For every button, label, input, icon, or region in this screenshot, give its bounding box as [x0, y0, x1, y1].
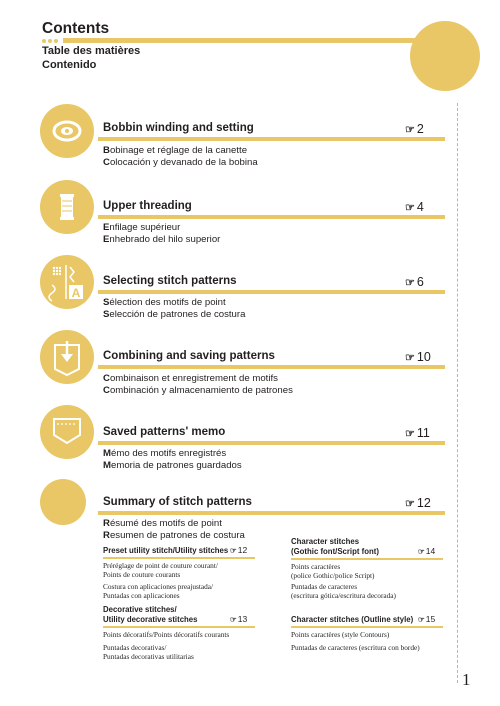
section-desc-fr: Combinaison et enregistrement de motifs — [103, 373, 278, 384]
page-ref-bobbin[interactable]: ☞ 2 — [405, 122, 424, 136]
subsection-underline — [103, 557, 255, 559]
page-ref-icon: ☞ — [230, 546, 237, 555]
spool-icon — [40, 180, 94, 234]
subsection-title-character-1: Character stitches — [291, 537, 360, 546]
section-title-saved-memo: Saved patterns' memo — [103, 426, 226, 438]
subsection-line: Points de couture courants — [103, 570, 181, 579]
section-desc-es: Resumen de patrones de costura — [103, 530, 245, 541]
section-desc-fr: Enfilage supérieur — [103, 222, 181, 233]
section-desc-es: Enhebrado del hilo superior — [103, 234, 221, 245]
page-ref-upper-threading[interactable]: ☞ 4 — [405, 200, 424, 214]
section-underline — [98, 365, 445, 369]
subsection-line: Points caractères (style Contours) — [291, 630, 390, 639]
save-pattern-icon — [40, 330, 94, 384]
subsection-line: (police Gothic/police Script) — [291, 571, 375, 580]
bobbin-icon — [40, 104, 94, 158]
section-desc-es: Combinación y almacenamiento de patrones — [103, 385, 293, 396]
page-ref-saved-memo[interactable]: ☞ 11 — [405, 426, 430, 440]
subsection-title-decorative-2: Utility decorative stitches — [103, 615, 198, 624]
section-desc-es: Colocación y devanado de la bobina — [103, 157, 258, 168]
subsection-line: Points décoratifs/Points décoratifs courants — [103, 630, 230, 639]
subsection-line: Points caractères — [291, 562, 341, 571]
subsection-line: Puntadas decorativas utilitarias — [103, 652, 194, 661]
section-title-summary: Summary of stitch patterns — [103, 496, 252, 508]
section-desc-fr: Résumé des motifs de point — [103, 518, 222, 529]
section-desc-fr: Bobinage et réglage de la canette — [103, 145, 248, 156]
subsection-line: Puntadas de caracteres (escritura con borde) — [291, 643, 420, 652]
title-underline — [63, 38, 433, 43]
page-ref-icon: ☞ — [405, 124, 415, 136]
subsection-title-outline: Character stitches (Outline style) — [291, 615, 414, 624]
subtitle-french: Table des matières — [42, 45, 141, 57]
summary-circle — [40, 479, 86, 525]
page-ref-icon: ☞ — [230, 615, 237, 624]
subsection-underline — [291, 558, 443, 560]
page-ref-selecting-stitch[interactable]: ☞ 6 — [405, 275, 424, 289]
memo-pocket-icon — [40, 405, 94, 459]
section-title-upper-threading: Upper threading — [103, 200, 192, 212]
subtitle-spanish: Contenido — [42, 59, 97, 71]
subsection-underline — [103, 626, 255, 628]
section-desc-fr: Mémo des motifs enregistrés — [103, 448, 227, 459]
section-title-combining: Combining and saving patterns — [103, 350, 275, 362]
page-ref-summary[interactable]: ☞ 12 — [405, 496, 431, 510]
section-underline — [98, 215, 445, 219]
margin-dash-line — [457, 103, 458, 683]
subsection-line: Puntadas decorativas/ — [103, 643, 167, 652]
page-ref-character[interactable]: ☞14 — [418, 546, 436, 556]
page-ref-icon: ☞ — [405, 498, 415, 510]
section-underline — [98, 441, 445, 445]
page-ref-icon: ☞ — [405, 352, 415, 364]
subsection-title-decorative-1: Decorative stitches/ — [103, 605, 177, 614]
section-underline — [98, 511, 445, 515]
section-title-bobbin: Bobbin winding and setting — [103, 122, 254, 134]
subsection-line: (escritura gótica/escritura decorada) — [291, 591, 396, 600]
subsection-line: Costura con aplicaciones preajustada/ — [103, 582, 214, 591]
subsection-underline — [291, 626, 443, 628]
subsection-line: Préréglage de point de couture courant/ — [103, 561, 218, 570]
page-ref-icon: ☞ — [405, 428, 415, 440]
section-title-selecting-stitch: Selecting stitch patterns — [103, 275, 237, 287]
page-title: Contents — [42, 20, 110, 37]
section-desc-fr: Sélection des motifs de point — [103, 297, 226, 308]
section-desc-es: Selección de patrones de costura — [103, 309, 246, 320]
section-underline — [98, 137, 445, 141]
svg-text:A: A — [71, 286, 81, 300]
header-circle — [410, 21, 480, 91]
page-ref-icon: ☞ — [418, 615, 425, 624]
subsection-line: Puntadas de caracteres — [291, 582, 358, 591]
section-desc-es: Memoria de patrones guardados — [103, 460, 242, 471]
page-ref-icon: ☞ — [418, 547, 425, 556]
subsection-line: Puntadas con aplicaciones — [103, 591, 180, 600]
page-ref-preset[interactable]: ☞12 — [230, 545, 248, 555]
page-ref-decorative[interactable]: ☞13 — [230, 614, 248, 624]
page-ref-outline[interactable]: ☞15 — [418, 614, 436, 624]
page-ref-icon: ☞ — [405, 202, 415, 214]
page-ref-icon: ☞ — [405, 277, 415, 289]
page-number: 1 — [462, 670, 471, 689]
stitch-patterns-icon — [40, 255, 94, 309]
subsection-title-preset: Preset utility stitch/Utility stitches — [103, 546, 229, 555]
section-underline — [98, 290, 445, 294]
subsection-title-character-2: (Gothic font/Script font) — [291, 547, 379, 556]
page-ref-combining[interactable]: ☞ 10 — [405, 350, 431, 364]
